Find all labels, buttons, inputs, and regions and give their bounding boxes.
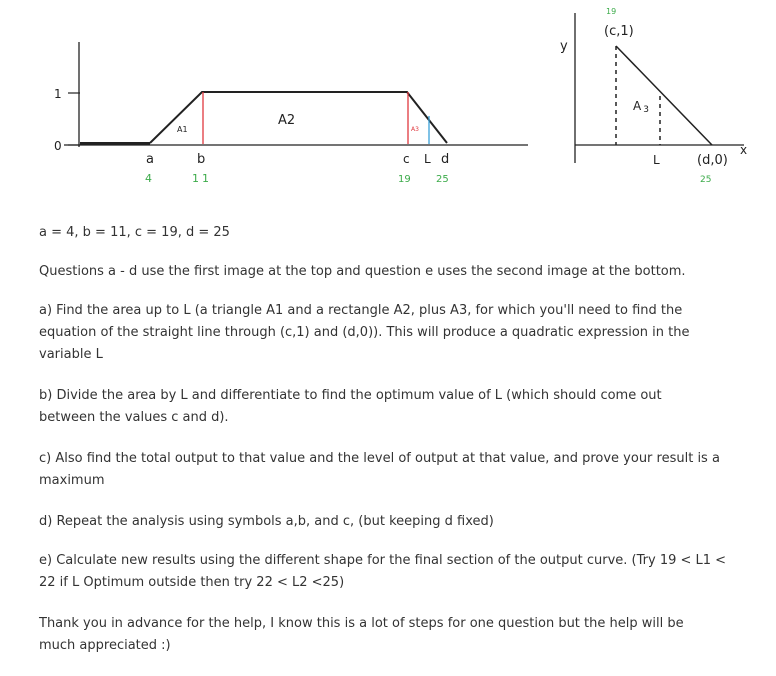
part-b xyxy=(39,385,769,429)
point-d-label: (d,0) xyxy=(697,153,728,168)
part-e xyxy=(39,550,769,594)
closing-line-1: Thank you in advance for the help, I know this is a lot of steps for one question but the help will be xyxy=(39,616,684,631)
part-a-line-1: a) Find the area up to L (a triangle A1 and a rectangle A2, plus A3, for which you'll need to find the xyxy=(39,303,683,318)
handwritten-d: 25 xyxy=(436,174,449,185)
handwritten-c: 19 xyxy=(398,174,411,185)
part-a-line-2: equation of the straight line through (c,1) and (d,0)). This will produce a quadratic expression in the xyxy=(39,325,690,340)
handwritten-a: 4 xyxy=(145,172,152,185)
part-a-line-3: variable L xyxy=(39,347,103,362)
handwritten-b: 11 xyxy=(192,172,212,185)
region-label-A3-right xyxy=(633,99,649,115)
right-figure xyxy=(560,7,747,185)
output-curve xyxy=(150,92,447,143)
figures-canvas xyxy=(0,0,776,200)
intro-line: Questions a - d use the first image at the top and question e uses the second image at the bottom. xyxy=(39,264,686,279)
region-label-A1: A1 xyxy=(177,125,188,134)
part-a xyxy=(39,300,769,366)
part-c xyxy=(39,448,769,492)
part-e-line-2: 22 if L Optimum outside then try 22 < L2 <25) xyxy=(39,575,345,590)
part-b-line-1: b) Divide the area by L and differentiate to find the optimum value of L (which should come out xyxy=(39,388,662,403)
region-subscript: 3 xyxy=(643,105,649,115)
part-d: d) Repeat the analysis using symbols a,b, and c, (but keeping d fixed) xyxy=(39,514,494,529)
region-label-A3: A3 xyxy=(411,126,419,133)
part-c-line-1: c) Also find the total output to that value and the level of output at that value, and prove your result is a xyxy=(39,451,720,466)
right-y-axis-label: y xyxy=(560,39,568,54)
point-c-label: (c,1) xyxy=(604,24,634,39)
handwritten-c-right: 19 xyxy=(606,7,617,16)
x-label-L: L xyxy=(424,152,431,166)
y-tick-1-label: 1 xyxy=(54,87,62,101)
values-line: a = 4, b = 11, c = 19, d = 25 xyxy=(39,225,230,240)
question-text xyxy=(39,222,769,657)
part-c-line-2: maximum xyxy=(39,473,105,488)
left-figure xyxy=(54,42,528,185)
x-label-d: d xyxy=(441,152,450,167)
part-e-line-1: e) Calculate new results using the different shape for the final section of the output curve. (Try 19 < L1 < xyxy=(39,553,727,568)
region-label-A2: A2 xyxy=(278,113,296,128)
part-b-line-2: between the values c and d). xyxy=(39,410,229,425)
closing-line-2: much appreciated :) xyxy=(39,638,171,653)
x-label-a: a xyxy=(146,152,154,167)
x-label-L-right: L xyxy=(653,153,660,167)
closing xyxy=(39,613,769,657)
region-letter: A xyxy=(633,99,642,113)
right-x-axis-label: x xyxy=(740,143,748,157)
y-tick-0-label: 0 xyxy=(54,139,62,153)
x-label-b: b xyxy=(197,152,206,167)
x-label-c: c xyxy=(403,152,410,166)
handwritten-d-right: 25 xyxy=(700,175,712,185)
falling-line xyxy=(616,46,712,145)
